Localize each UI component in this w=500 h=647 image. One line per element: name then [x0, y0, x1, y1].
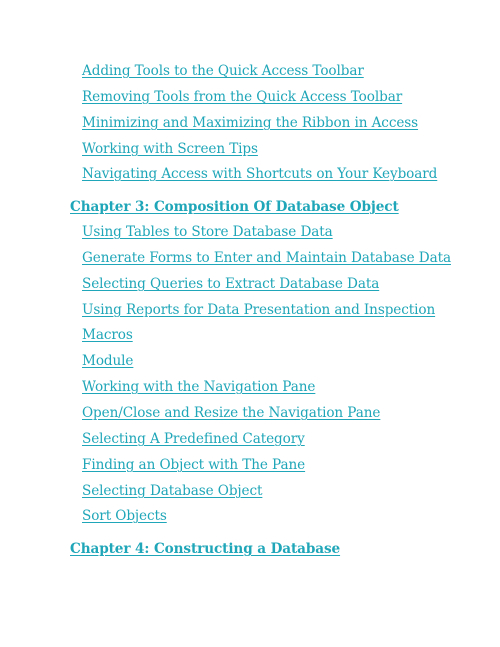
toc-chapter-4[interactable]: Chapter 4: Constructing a Database [70, 541, 341, 557]
toc-link-navigation-pane[interactable]: Working with the Navigation Pane [82, 379, 316, 395]
toc-link-screen-tips[interactable]: Working with Screen Tips [82, 141, 258, 157]
toc-link-generate-forms[interactable]: Generate Forms to Enter and Maintain Database Data [82, 250, 451, 266]
toc-link-sort-objects[interactable]: Sort Objects [82, 508, 167, 524]
toc-link-open-close-pane[interactable]: Open/Close and Resize the Navigation Pane [82, 405, 381, 421]
toc-link-adding-tools[interactable]: Adding Tools to the Quick Access Toolbar [82, 63, 364, 79]
toc-chapter-3[interactable]: Chapter 3: Composition Of Database Object [70, 199, 399, 215]
toc-link-removing-tools[interactable]: Removing Tools from the Quick Access Toolbar [82, 89, 403, 105]
toc-link-selecting-queries[interactable]: Selecting Queries to Extract Database Data [82, 276, 380, 292]
toc-link-macros[interactable]: Macros [82, 327, 133, 343]
toc-link-module[interactable]: Module [82, 353, 134, 369]
toc-link-finding-object[interactable]: Finding an Object with The Pane [82, 457, 306, 473]
toc-link-using-reports[interactable]: Using Reports for Data Presentation and Inspection [82, 302, 436, 318]
toc-link-predefined-category[interactable]: Selecting A Predefined Category [82, 431, 305, 447]
toc-link-minimizing-ribbon[interactable]: Minimizing and Maximizing the Ribbon in Access [82, 115, 419, 131]
toc-link-selecting-database-object[interactable]: Selecting Database Object [82, 483, 263, 499]
toc-link-using-tables[interactable]: Using Tables to Store Database Data [82, 224, 333, 240]
toc-link-keyboard-shortcuts[interactable]: Navigating Access with Shortcuts on Your Keyboard [82, 166, 438, 182]
